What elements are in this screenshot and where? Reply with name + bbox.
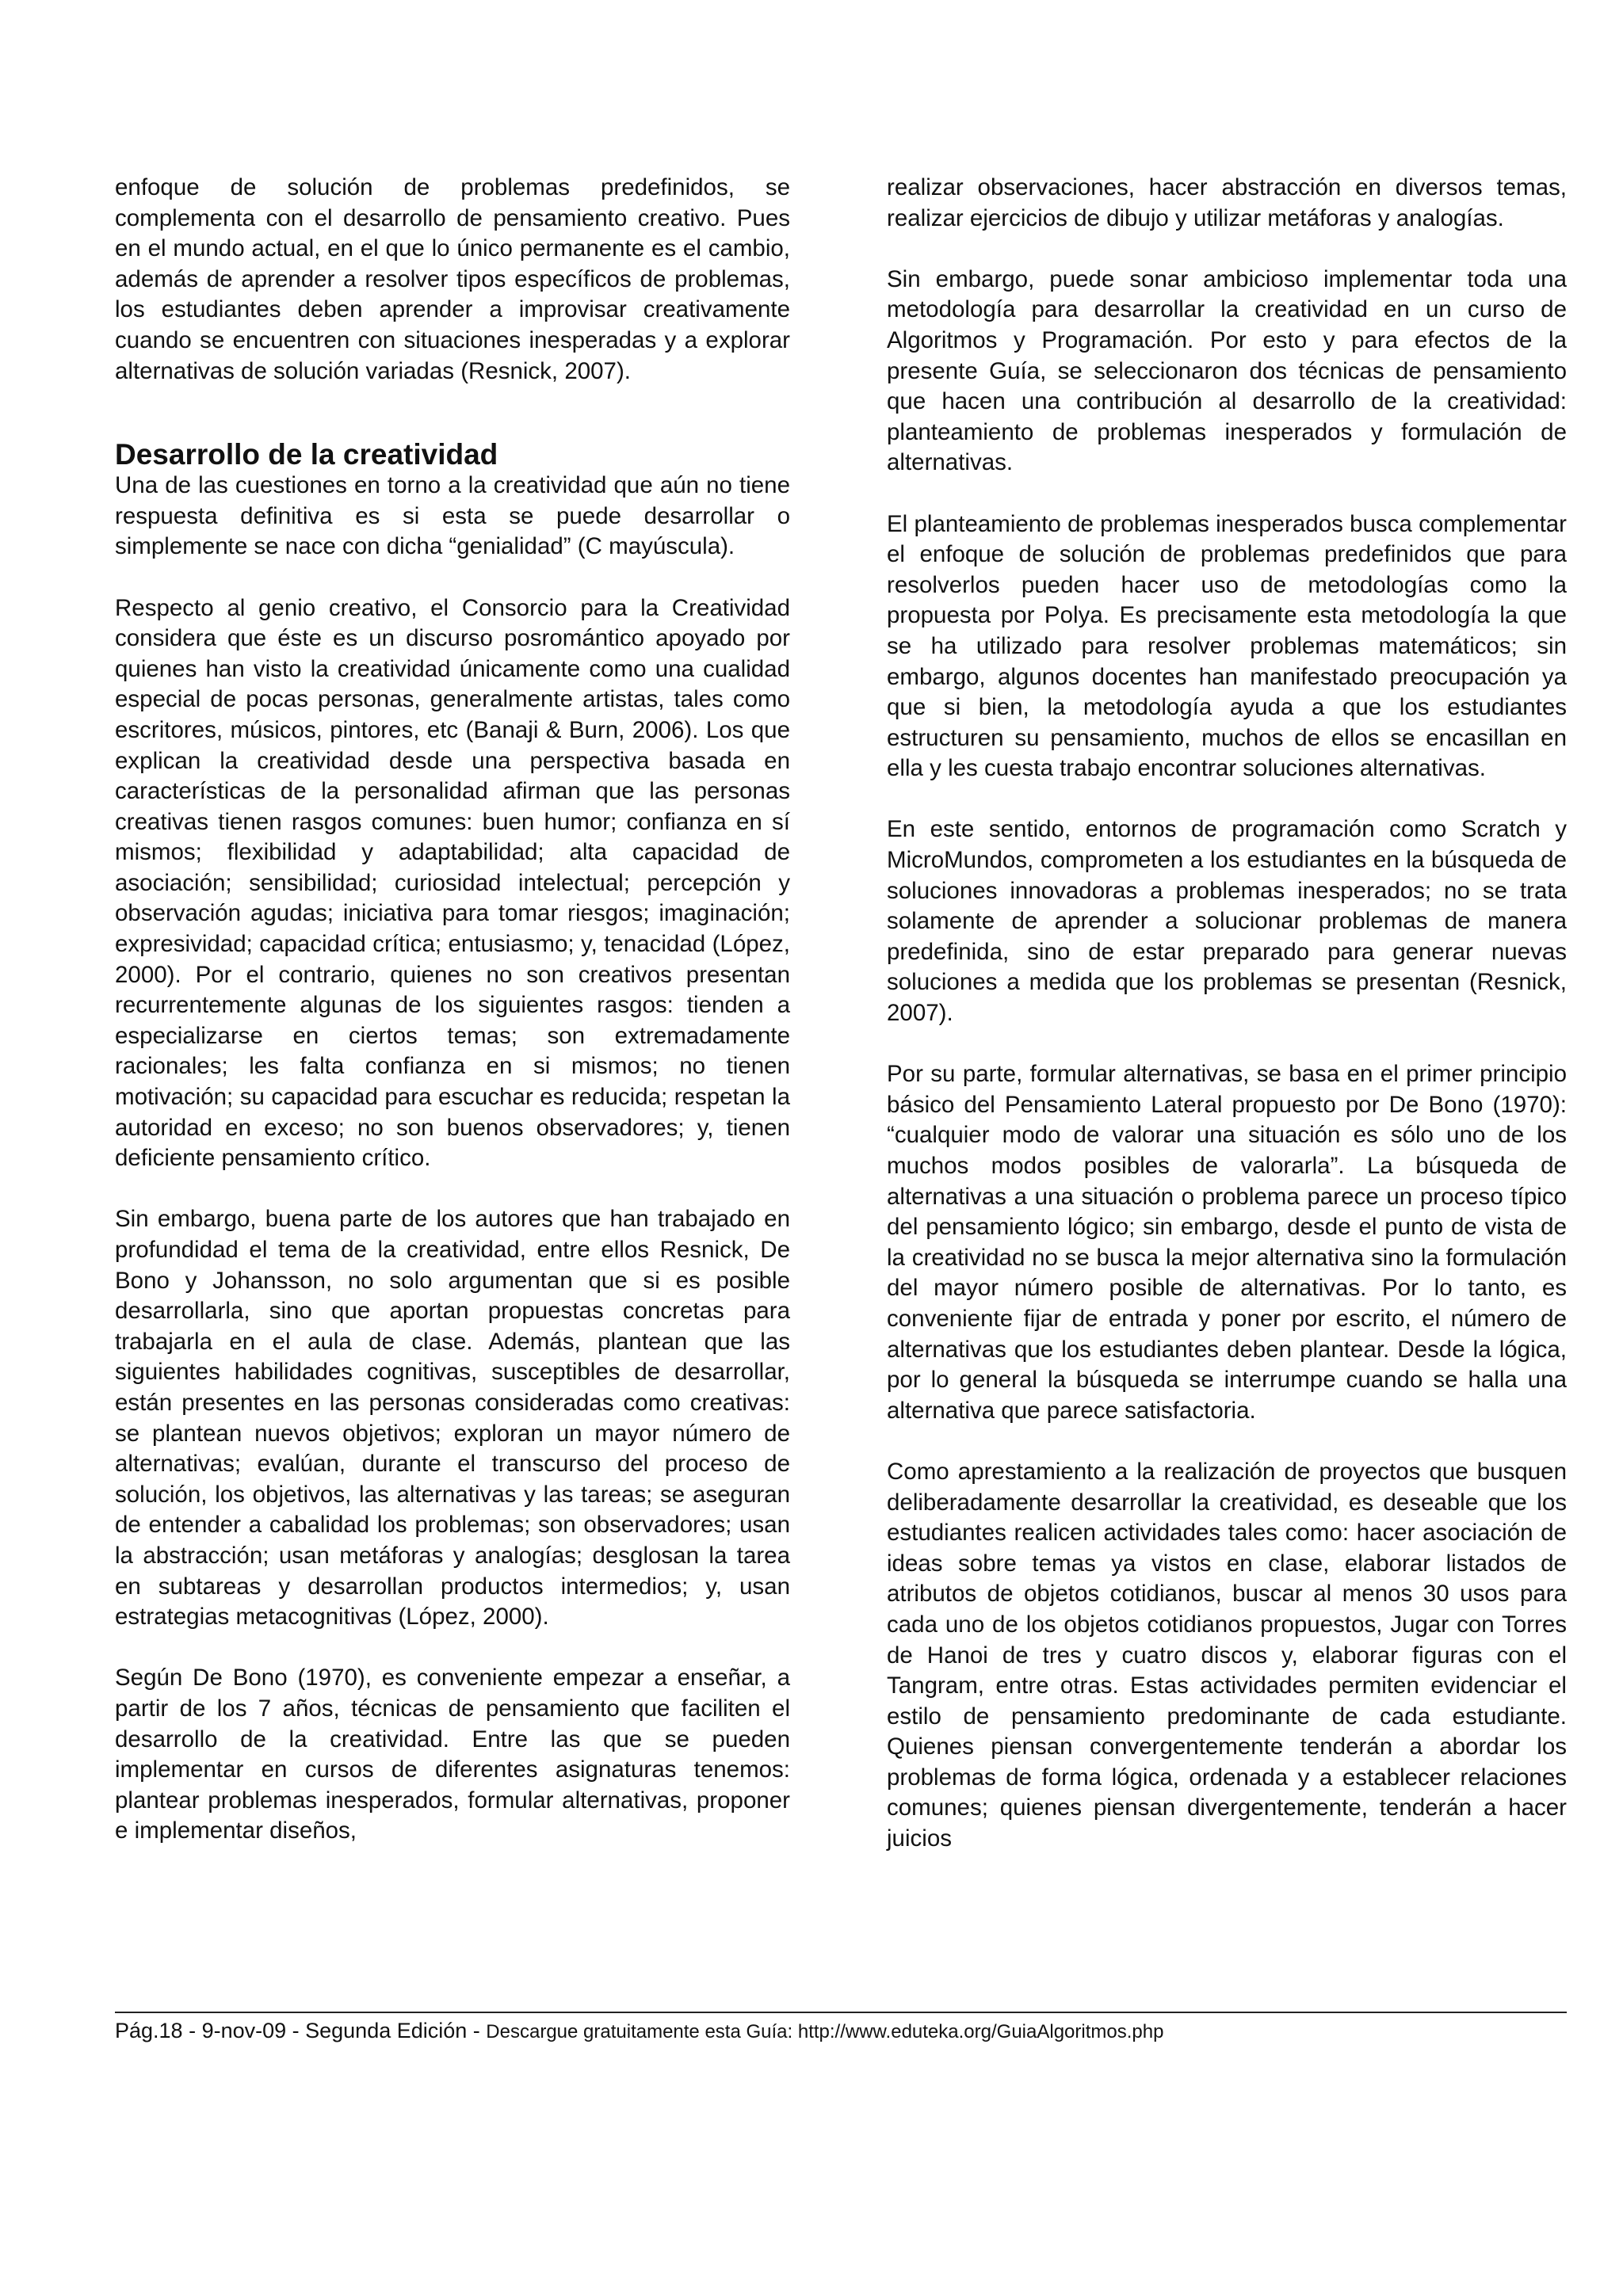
- paragraph: Como aprestamiento a la realización de proyectos que busquen deliberadamente desarrollar la creatividad, es deseable que los estudiantes realicen actividades tales como: hacer asociación de ideas sobre temas ya vistos en clase, elaborar listados de atributos de objetos cotidianos, buscar al menos 30 usos para cada uno de los objetos cotidianos propuestos, Jugar con Torres de Hanoi de tres y cuatro discos y, elaborar figuras con el Tangram, entre otras. Estas actividades permiten evidenciar el estilo de pensamiento predominante de cada estudiante. Quienes piensan convergentemente tenderán a abordar los problemas de forma lógica, ordenada y a establecer relaciones comunes; quienes piensan divergentemente, tenderán a hacer juicios: [887, 1458, 1567, 1852]
- paragraph: En este sentido, entornos de programación como Scratch y MicroMundos, comprometen a los estudiantes en la búsqueda de soluciones innovadoras a problemas inesperados; no se trata solamente de aprender a solucionar problemas de manera predefinida, sino de estar preparado para generar nuevas soluciones a medida que los problemas se presentan (Resnick, 2007).: [887, 816, 1567, 1027]
- footer-divider: [115, 2012, 1567, 2013]
- page-footer: [115, 2017, 1567, 2046]
- paragraph: Por su parte, formular alternativas, se basa en el primer principio básico del Pensamiento Lateral propuesto por De Bono (1970): “cualquier modo de valorar una situación es sólo uno de los muchos modos posibles de valorarla”. La búsqueda de alternativas a una situación o problema parece un proceso típico del pensamiento lógico; sin embargo, desde el punto de vista de la creatividad no se busca la mejor alternativa sino la formulación del mayor número posible de alternativas. Por lo tanto, es conveniente fijar de entrada y poner por escrito, el número de alternativas que los estudiantes deben plantear. Desde la lógica, por lo general la búsqueda se interrumpe cuando se halla una alternativa que parece satisfactoria.: [887, 1061, 1567, 1424]
- paragraph: realizar observaciones, hacer abstracción en diversos temas, realizar ejercicios de dibujo y utilizar metáforas y analogías.: [887, 174, 1567, 231]
- paragraph: Según De Bono (1970), es conveniente empezar a enseñar, a partir de los 7 años, técnicas de pensamiento que faciliten el desarrollo de la creatividad. Entre las que se pueden implementar en cursos de diferentes asignaturas tenemos: plantear problemas inesperados, formular alternativas, proponer e implementar diseños,: [115, 1665, 790, 1844]
- footer-download-link[interactable]: Descargue gratuitamente esta Guía: http://www.eduteka.org/GuiaAlgoritmos.php: [486, 2021, 1164, 2042]
- left-column: [115, 173, 790, 1847]
- paragraph: Una de las cuestiones en torno a la creatividad que aún no tiene respuesta definitiva es si esta se puede desarrollar o simplemente se nace con dicha “genialidad” (C mayúscula).: [115, 472, 790, 560]
- paragraph: Sin embargo, puede sonar ambicioso implementar toda una metodología para desarrollar la creatividad en un curso de Algoritmos y Programación. Por esto y para efectos de la presente Guía, se seleccionaron dos técnicas de pensamiento que hacen una contribución al desarrollo de la creatividad: planteamiento de problemas inesperados y formulación de alternativas.: [887, 265, 1567, 476]
- paragraph: El planteamiento de problemas inesperados busca complementar el enfoque de solución de problemas predefinidos que para resolverlos pueden hacer uso de metodologías como la propuesta por Polya. Es precisamente esta metodología la que se ha utilizado para resolver problemas matemáticos; sin embargo, algunos docentes han manifestado preocupación ya que si bien, la metodología ayuda a que los estudiantes estructuren su pensamiento, muchos de ellos se encasillan en ella y les cuesta trabajo encontrar soluciones alternativas.: [887, 510, 1567, 782]
- intro-paragraph: enfoque de solución de problemas predefinidos, se complementa con el desarrollo de pensamiento creativo. Pues en el mundo actual, en el que lo único permanente es el cambio, además de aprender a resolver tipos específicos de problemas, los estudiantes deben aprender a improvisar creativamente cuando se encuentren con situaciones inesperadas y a explorar alternativas de solución variadas (Resnick, 2007).: [115, 174, 790, 384]
- paragraph: Respecto al genio creativo, el Consorcio para la Creatividad considera que éste es un discurso posromántico apoyado por quienes han visto la creatividad únicamente como una cualidad especial de pocas personas, generalmente artistas, tales como escritores, músicos, pintores, etc (Banaji & Burn, 2006). Los que explican la creatividad desde una perspectiva basada en características de la personalidad afirman que las personas creativas tienen rasgos comunes: buen humor; confianza en sí mismos; flexibilidad y adaptabilidad; alta capacidad de asociación; sensibilidad; curiosidad intelectual; percepción y observación agudas; iniciativa para tomar riesgos; imaginación; expresividad; capacidad crítica; entusiasmo; y, tenacidad (López, 2000). Por el contrario, quienes no son creativos presentan recurrentemente algunas de los siguientes rasgos: tienden a especializarse en ciertos temas; son extremadamente racionales; les falta confianza en si mismos; no tienen motivación; su capacidad para escuchar es reducida; respetan la autoridad en exceso; no son buenos observadores; y, tienen deficiente pensamiento crítico.: [115, 594, 790, 1172]
- paragraph: Sin embargo, buena parte de los autores que han trabajado en profundidad el tema de la creatividad, entre ellos Resnick, De Bono y Johansson, no solo argumentan que si es posible desarrollarla, sino que aportan propuestas concretas para trabajarla en el aula de clase. Además, plantean que las siguientes habilidades cognitivas, susceptibles de desarrollar, están presentes en las personas consideradas como creativas: se plantean nuevos objetivos; exploran un mayor número de alternativas; evalúan, durante el transcurso del proceso de solución, los objetivos, las alternativas y las tareas; se aseguran de entender a cabalidad los problemas; son observadores; usan la abstracción; usan metáforas y analogías; desglosan la tarea en subtareas y desarrollan productos intermedios; y, usan estrategias metacognitivas (López, 2000).: [115, 1206, 790, 1630]
- section-heading: Desarrollo de la creatividad: [115, 438, 498, 471]
- right-column: [887, 173, 1567, 1855]
- footer-page-info: Pág.18 - 9-nov-09 - Segunda Edición -: [115, 2019, 480, 2042]
